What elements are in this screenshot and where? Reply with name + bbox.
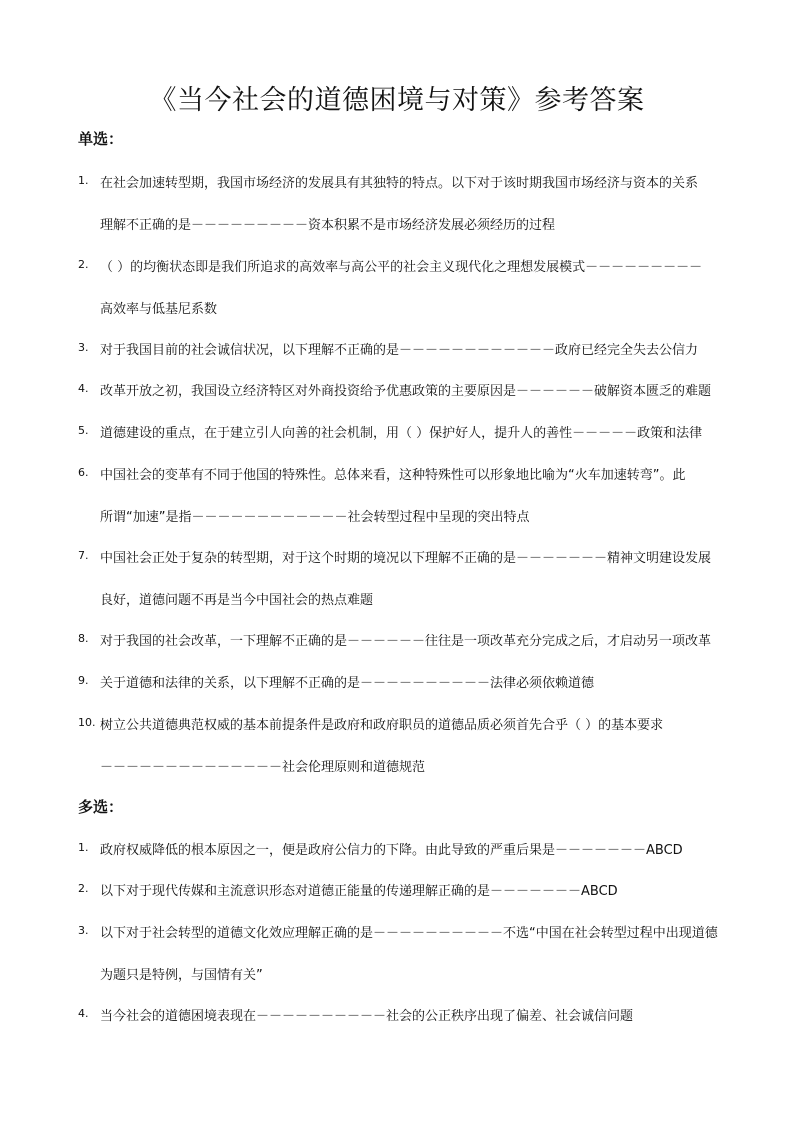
question-number: 9. bbox=[78, 674, 89, 687]
question-number: 2. bbox=[78, 258, 89, 271]
question-text: 以下对于现代传媒和主流意识形态对道德正能量的传递理解正确的是－－－－－－－ABCD bbox=[100, 884, 618, 899]
question-number: 5. bbox=[78, 424, 89, 437]
question-number: 10. bbox=[78, 716, 96, 729]
question-text: 中国社会正处于复杂的转型期，对于这个时期的境况以下理解不正确的是－－－－－－－精神文明建设发展 bbox=[100, 551, 712, 566]
multiple-choice-heading: 多选： bbox=[78, 798, 124, 816]
single-choice-heading: 单选： bbox=[78, 130, 124, 148]
question-text: 中国社会的变革有不同于他国的特殊性。总体来看，这种特殊性可以形象地比喻为“火车加速转弯”。此 bbox=[100, 468, 686, 483]
question-number: 1. bbox=[78, 841, 89, 854]
question-number: 4. bbox=[78, 1007, 89, 1020]
question-text: 所谓“加速”是指－－－－－－－－－－－－社会转型过程中呈现的突出特点 bbox=[100, 510, 530, 525]
question-text: 在社会加速转型期，我国市场经济的发展具有其独特的特点。以下对于该时期我国市场经济与资本的关系 bbox=[100, 176, 699, 191]
question-number: 1. bbox=[78, 174, 89, 187]
question-text: 政府权威降低的根本原因之一，便是政府公信力的下降。由此导致的严重后果是－－－－－－－ABCD bbox=[100, 843, 683, 858]
document-title: 《当今社会的道德困境与对策》参考答案 bbox=[149, 85, 645, 116]
question-number: 6. bbox=[78, 466, 89, 479]
question-text: 道德建设的重点，在于建立引人向善的社会机制，用（ ）保护好人，提升人的善性－－－－－政策和法律 bbox=[100, 426, 703, 441]
question-text: 对于我国的社会改革，一下理解不正确的是－－－－－－往往是一项改革充分完成之后，才启动另一项改革 bbox=[100, 634, 712, 649]
question-text: 以下对于社会转型的道德文化效应理解正确的是－－－－－－－－－－不选“中国在社会转型过程中出现道德 bbox=[100, 926, 718, 941]
question-text: 对于我国目前的社会诚信状况，以下理解不正确的是－－－－－－－－－－－－政府已经完全失去公信力 bbox=[100, 343, 699, 358]
question-text: 为题只是特例，与国情有关” bbox=[100, 968, 263, 983]
question-number: 7. bbox=[78, 549, 89, 562]
question-text: －－－－－－－－－－－－－－社会伦理原则和道德规范 bbox=[100, 760, 426, 775]
question-text: 改革开放之初，我国设立经济特区对外商投资给予优惠政策的主要原因是－－－－－－破解资本匮乏的难题 bbox=[100, 384, 712, 399]
question-text: 树立公共道德典范权威的基本前提条件是政府和政府职员的道德品质必须首先合乎（ ）的基本要求 bbox=[100, 718, 664, 733]
question-number: 8. bbox=[78, 632, 89, 645]
question-number: 4. bbox=[78, 382, 89, 395]
question-text: （ ）的均衡状态即是我们所追求的高效率与高公平的社会主义现代化之理想发展模式－－－－－－－－－ bbox=[100, 260, 703, 275]
question-number: 2. bbox=[78, 882, 89, 895]
question-number: 3. bbox=[78, 924, 89, 937]
question-number: 3. bbox=[78, 341, 89, 354]
question-text: 理解不正确的是－－－－－－－－－资本积累不是市场经济发展必须经历的过程 bbox=[100, 218, 556, 233]
question-text: 当今社会的道德困境表现在－－－－－－－－－－社会的公正秩序出现了偏差、社会诚信问题 bbox=[100, 1009, 634, 1024]
question-text: 良好，道德问题不再是当今中国社会的热点难题 bbox=[100, 593, 374, 608]
question-text: 高效率与低基尼系数 bbox=[100, 302, 218, 317]
question-text: 关于道德和法律的关系，以下理解不正确的是－－－－－－－－－－法律必须依赖道德 bbox=[100, 676, 595, 691]
